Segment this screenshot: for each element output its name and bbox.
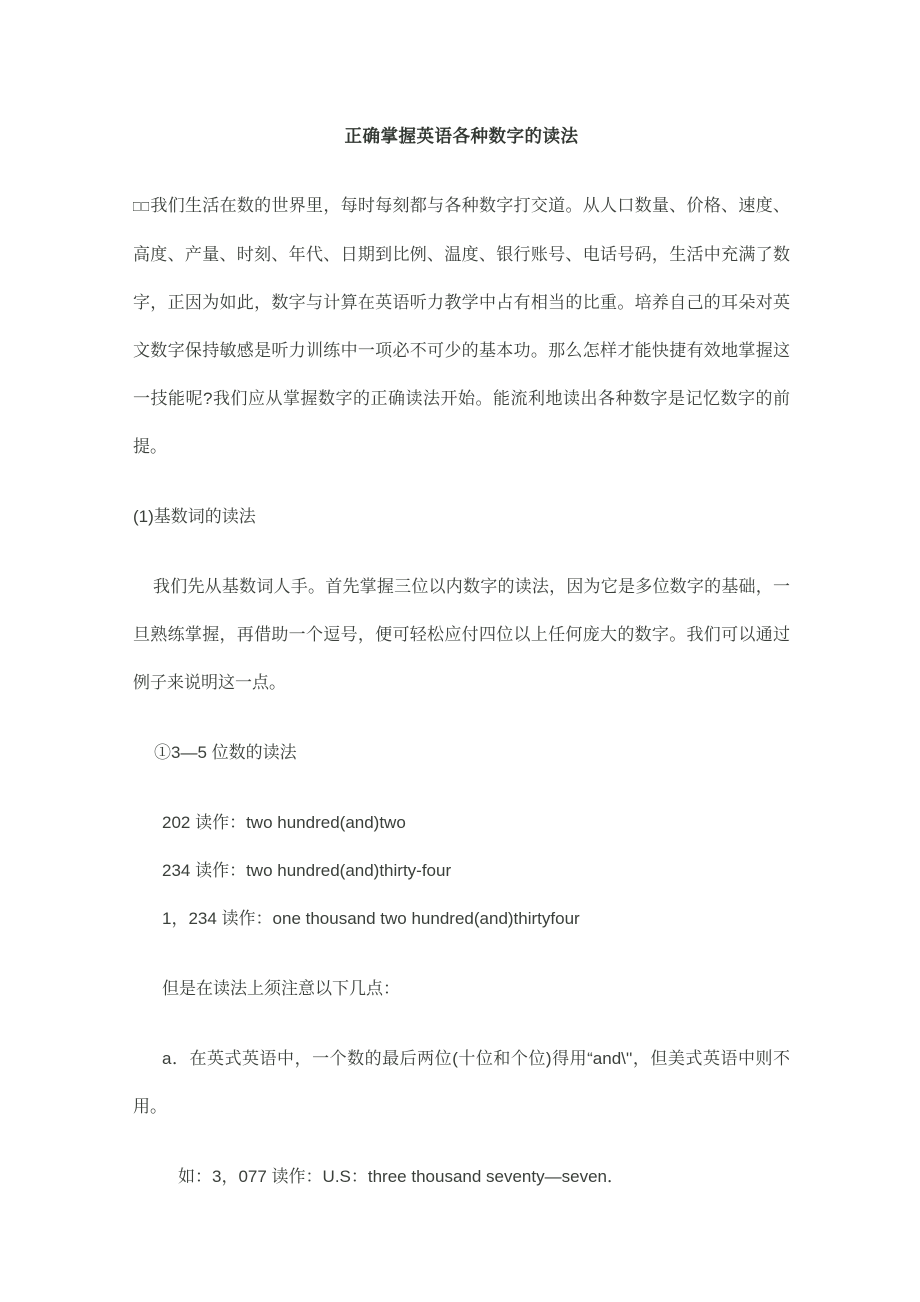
document-title: 正确掌握英语各种数字的读法 [344,126,579,146]
section1-paragraph: 我们先从基数词人手。首先掌握三位以内数字的读法，因为它是多位数字的基础，一旦熟练掌握，再借助一个逗号，便可轻松应付四位以上任何庞大的数字。我们可以通过例子来说明这一点。 [133,577,790,692]
section1-heading: (1)基数词的读法 [133,507,256,526]
intro-paragraph [133,182,790,471]
missing-glyph-boxes: □□ [133,197,151,215]
note-heading: 但是在读法上须注意以下几点： [162,979,400,998]
intro-paragraph-text: 我们生活在数的世界里，每时每刻都与各种数字打交道。从人口数量、价格、速度、高度、产量、时刻、年代、日期到比例、温度、银行账号、电话号码，生活中充满了数字，正因为如此，数字与计算在英语听力教学中占有相当的比重。培养自己的耳朵对英文数字保持敏感是听力训练中一项必不可少的基本功。那么怎样才能快捷有效地掌握这一技能呢?我们应从掌握数字的正确读法开始。能流利地读出各种数字是记忆数字的前提。 [133,196,790,456]
example-line-234: 234 读作：two hundred(and)thirty-four [162,861,452,880]
example-line-202: 202 读作：two hundred(and)two [162,813,406,832]
example-line-1234: 1，234 读作：one thousand two hundred(and)thirtyfour [162,909,580,928]
subsection1-heading: ①3—5 位数的读法 [154,743,297,762]
us-example-line: 如：3，077 读作：U.S：three thousand seventy—seven． [178,1167,624,1186]
note-item-a: a．在英式英语中，一个数的最后两位(十位和个位)得用“and\''，但美式英语中则不用。 [133,1049,790,1116]
